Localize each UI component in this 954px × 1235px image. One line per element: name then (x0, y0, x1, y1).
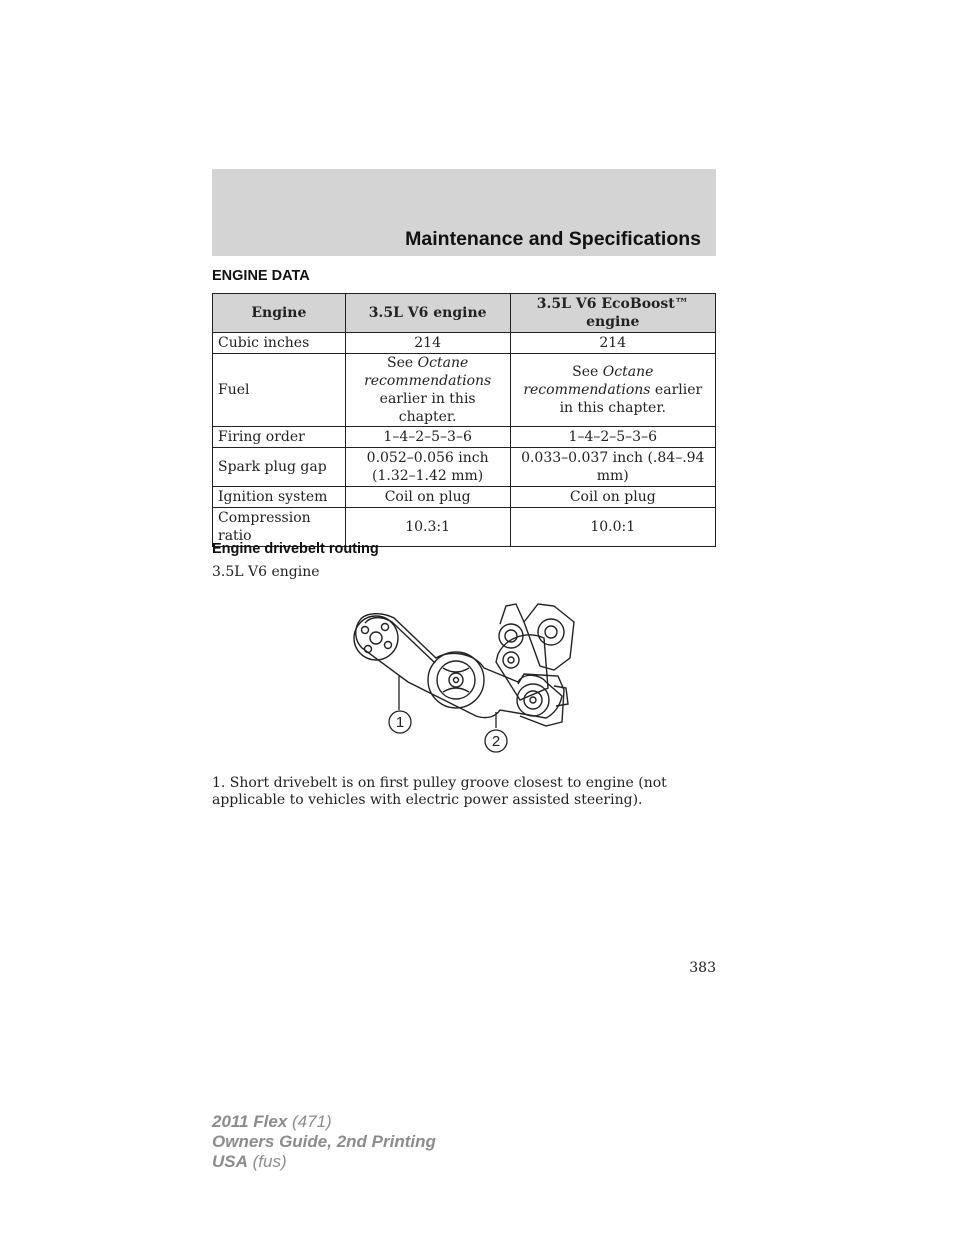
table-row (213, 354, 716, 427)
left-pulley (354, 616, 398, 660)
fuel-text: earlier in this chapter. (379, 391, 476, 425)
diagram-caption: 3.5L V6 engine (212, 564, 320, 580)
power-steering-pulley (517, 684, 549, 716)
v6-value: 0.052–0.056 inch (1.32–1.42 mm) (345, 448, 510, 487)
callout-2-label: 2 (491, 733, 501, 750)
row-label: Compression ratio (213, 508, 346, 547)
engine-data-table (212, 293, 716, 547)
ecoboost-value: 10.0:1 (510, 508, 715, 547)
header-band (212, 169, 716, 256)
drivebelt-heading: Engine drivebelt routing (212, 541, 379, 557)
row-label: Ignition system (213, 487, 346, 508)
row-label: Spark plug gap (213, 448, 346, 487)
ecoboost-value: 0.033–0.037 inch (.84–.94 mm) (510, 448, 715, 487)
row-label: Cubic inches (213, 333, 346, 354)
ecoboost-value: 214 (510, 333, 715, 354)
ecoboost-value: Coil on plug (510, 487, 715, 508)
engine-data-heading: ENGINE DATA (212, 268, 310, 284)
v6-value: Coil on plug (345, 487, 510, 508)
fuel-text: See (387, 355, 418, 371)
row-label: Fuel (213, 354, 346, 427)
table-header-row (213, 294, 716, 333)
column-header: 3.5L V6 EcoBoost™ engine (510, 294, 715, 333)
drivebelt-footnote: 1. Short drivebelt is on first pulley groove closest to engine (not applicable to vehicles with electric power assisted steering). (212, 775, 667, 808)
table-row (213, 427, 716, 448)
table-row (213, 333, 716, 354)
column-header: Engine (213, 294, 346, 333)
v6-value: 10.3:1 (345, 508, 510, 547)
footer-line-market: USA (fus) (212, 1152, 287, 1171)
footer-print-info (212, 1112, 436, 1172)
footer-line-edition: Owners Guide, 2nd Printing (212, 1132, 436, 1151)
row-label: Firing order (213, 427, 346, 448)
callout-1-label: 1 (395, 714, 405, 731)
footer-line-model: 2011 Flex (471) (212, 1112, 332, 1131)
ecoboost-value (510, 354, 715, 427)
alternator-pulley (538, 619, 564, 645)
v6-value: 214 (345, 333, 510, 354)
fuel-reference: Octane recommendations (364, 355, 492, 389)
lower-idler-pulley (503, 652, 519, 668)
fuel-text: earlier in this chapter. (559, 382, 703, 416)
fuel-text: See (572, 364, 603, 380)
fuel-reference: Octane recommendations (523, 364, 654, 398)
section-title: Maintenance and Specifications (405, 228, 701, 250)
drivebelt-routing-diagram (348, 598, 583, 758)
ecoboost-value: 1–4–2–5–3–6 (510, 427, 715, 448)
v6-value (345, 354, 510, 427)
column-header: 3.5L V6 engine (345, 294, 510, 333)
table-row (213, 448, 716, 487)
table-row (213, 487, 716, 508)
v6-value: 1–4–2–5–3–6 (345, 427, 510, 448)
short-drivebelt (496, 635, 548, 700)
page-number: 383 (689, 960, 716, 976)
